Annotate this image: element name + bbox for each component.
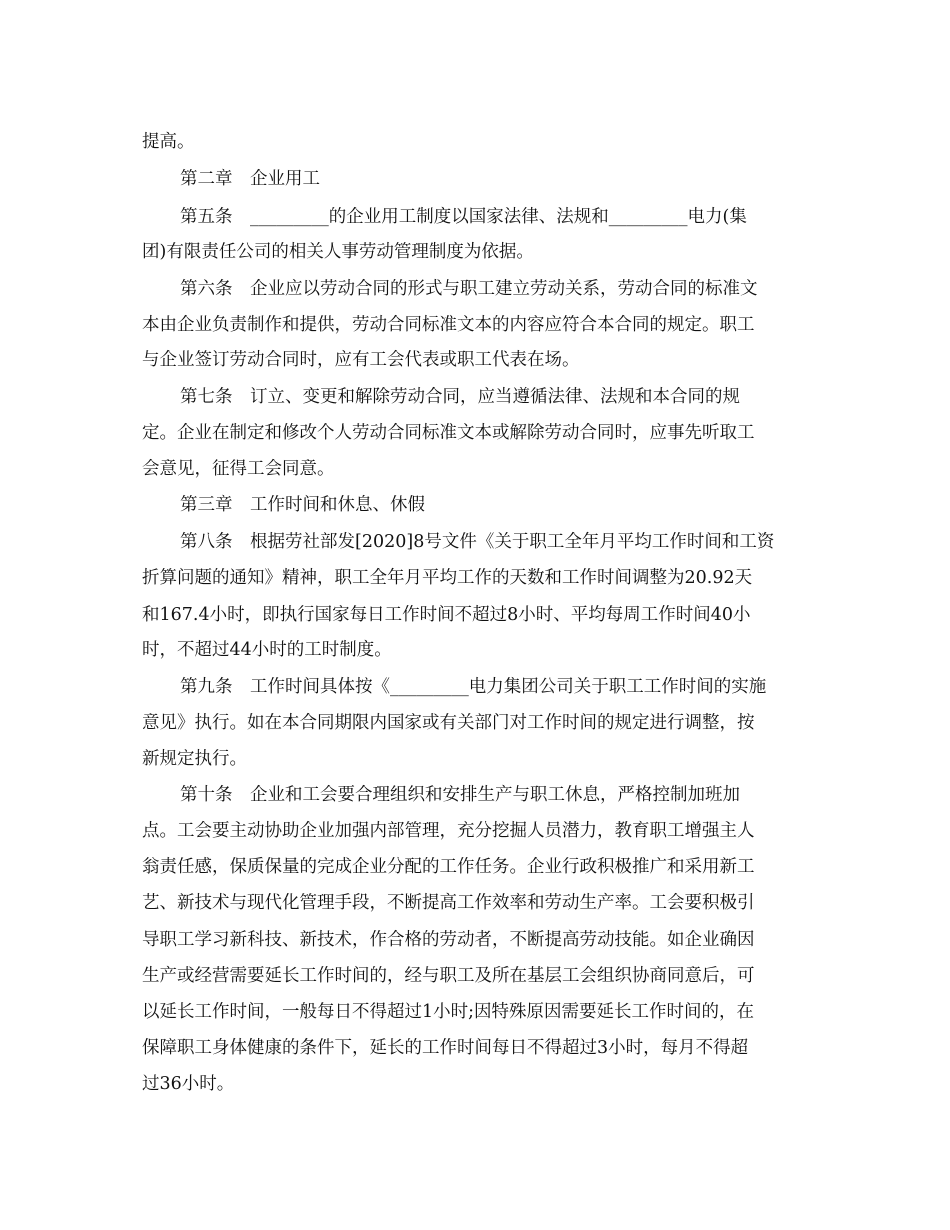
- text-line: 以延长工作时间，一般每日不得超过1小时;因特殊原因需要延长工作时间的，在: [142, 1002, 755, 1022]
- text-line: 导职工学习新科技、新技术，作合格的劳动者，不断提高劳动技能。如企业确因: [142, 930, 755, 950]
- article-6: 第六条 企业应以劳动合同的形式与职工建立劳动关系，劳动合同的标准文: [180, 279, 758, 299]
- text-line: 意见》执行。如在本合同期限内国家或有关部门对工作时间的规定进行调整，按: [142, 713, 755, 733]
- article-8: 第八条 根据劳社部发[2020]8号文件《关于职工全年月平均工作时间和工资: [180, 532, 775, 552]
- text-line: 会意见，征得工会同意。: [142, 459, 335, 479]
- article-10: 第十条 企业和工会要合理组织和安排生产与职工休息，严格控制加班加: [180, 785, 740, 805]
- text-line: 本由企业负责制作和提供，劳动合同标准文本的内容应符合本合同的规定。职工: [142, 315, 755, 335]
- text-line: 提高。: [142, 132, 195, 152]
- article-9: 第九条 工作时间具体按《_________电力集团公司关于职工工作时间的实施: [180, 677, 767, 697]
- chapter-heading: 第二章 企业用工: [180, 169, 320, 189]
- text-line: 与企业签订劳动合同时，应有工会代表或职工代表在场。: [142, 350, 580, 370]
- text-line: 点。工会要主动协助企业加强内部管理，充分挖掘人员潜力，教育职工增强主人: [142, 821, 755, 841]
- chapter-heading: 第三章 工作时间和休息、休假: [180, 495, 425, 515]
- article-5: 第五条 _________的企业用工制度以国家法律、法规和_________电力(集: [180, 207, 747, 227]
- text-line: 时，不超过44小时的工时制度。: [142, 640, 392, 660]
- text-line: 定。企业在制定和修改个人劳动合同标准文本或解除劳动合同时，应事先听取工: [142, 423, 755, 443]
- article-7: 第七条 订立、变更和解除劳动合同，应当遵循法律、法规和本合同的规: [180, 387, 740, 407]
- text-line: 艺、新技术与现代化管理手段，不断提高工作效率和劳动生产率。工会要积极引: [142, 893, 755, 913]
- text-line: 新规定执行。: [142, 749, 247, 769]
- text-line: 翁责任感，保质保量的完成企业分配的工作任务。企业行政积极推广和采用新工: [142, 857, 755, 877]
- text-line: 折算问题的通知》精神，职工全年月平均工作的天数和工作时间调整为20.92天: [142, 568, 753, 588]
- text-line: 和167.4小时，即执行国家每日工作时间不超过8小时、平均每周工作时间40小: [142, 605, 751, 625]
- text-line: 过36小时。: [142, 1074, 235, 1094]
- text-line: 生产或经营需要延长工作时间的，经与职工及所在基层工会组织协商同意后，可: [142, 966, 755, 986]
- text-line: 团)有限责任公司的相关人事劳动管理制度为依据。: [142, 242, 534, 262]
- text-line: 保障职工身体健康的条件下，延长的工作时间每日不得超过3小时，每月不得超: [142, 1038, 749, 1058]
